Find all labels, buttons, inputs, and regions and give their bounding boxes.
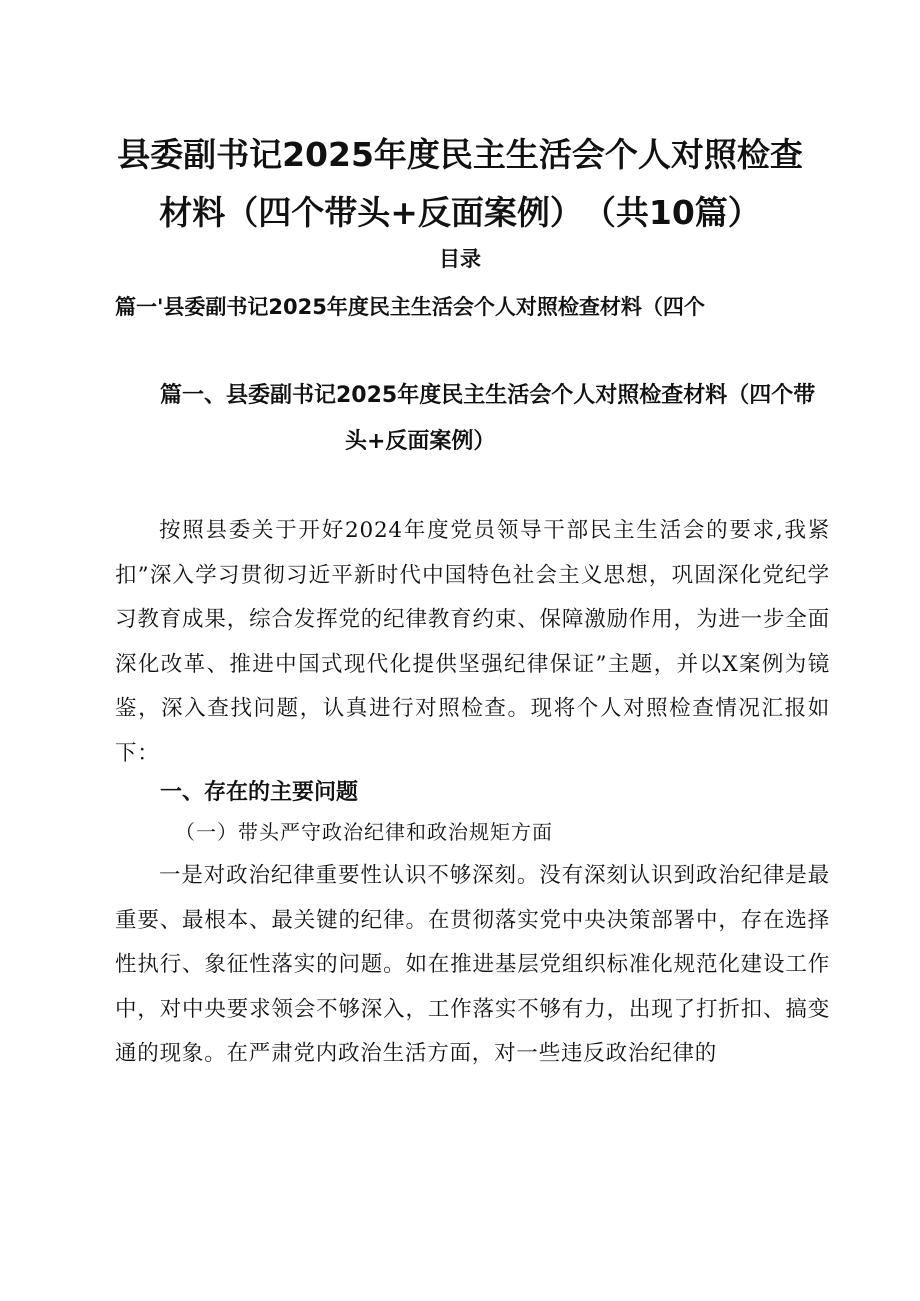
section-heading: 一、存在的主要问题 [160,780,359,805]
part-title-line2: 头+反面案例） [345,429,496,454]
document-title-line1: 县委副书记2025年度民主生活会个人对照检查 [117,135,803,174]
document-title-line2: 材料（四个带头+反面案例） （共10篇） [159,193,761,232]
toc-heading: 目录 [439,247,481,271]
body-paragraph-political-discipline: 一是对政治纪律重要性认识不够深刻。没有深刻认识到政治纪律是最重要、最根本、最关键的纪律。在贯彻落实党中央决策部署中，存在选择性执行、象征性落实的问题。如在推进基层党组织标准化规范化建设工作中，对中央要求领会不够深入，工作落实不够有力，出现了打折扣、搞变通的现象。在严肃党内政治生活方面，对一些违反政治纪律的 [115,863,830,1066]
subsection-heading: （一）带头严守政治纪律和政治规矩方面 [175,820,553,844]
part-title-line1: 篇一、县委副书记2025年度民主生活会个人对照检查材料（四个带 [160,383,816,408]
body-paragraph-intro: 按照县委关于开好2024年度党员领导干部民主生活会的要求,我紧扣”深入学习贯彻习近平新时代中国特色社会主义思想，巩固深化党纪学习教育成果，综合发挥党的纪律教育约束、保障激励作用，为进一步全面深化改革、推进中国式现代化提供坚强纪律保证”主题，并以X案例为镜鉴，深入查找问题，认真进行对照检查。现将个人对照检查情况汇报如下： [115,518,830,766]
toc-entry[interactable]: 篇一'县委副书记2025年度民主生活会个人对照检查材料（四个 [115,295,705,319]
